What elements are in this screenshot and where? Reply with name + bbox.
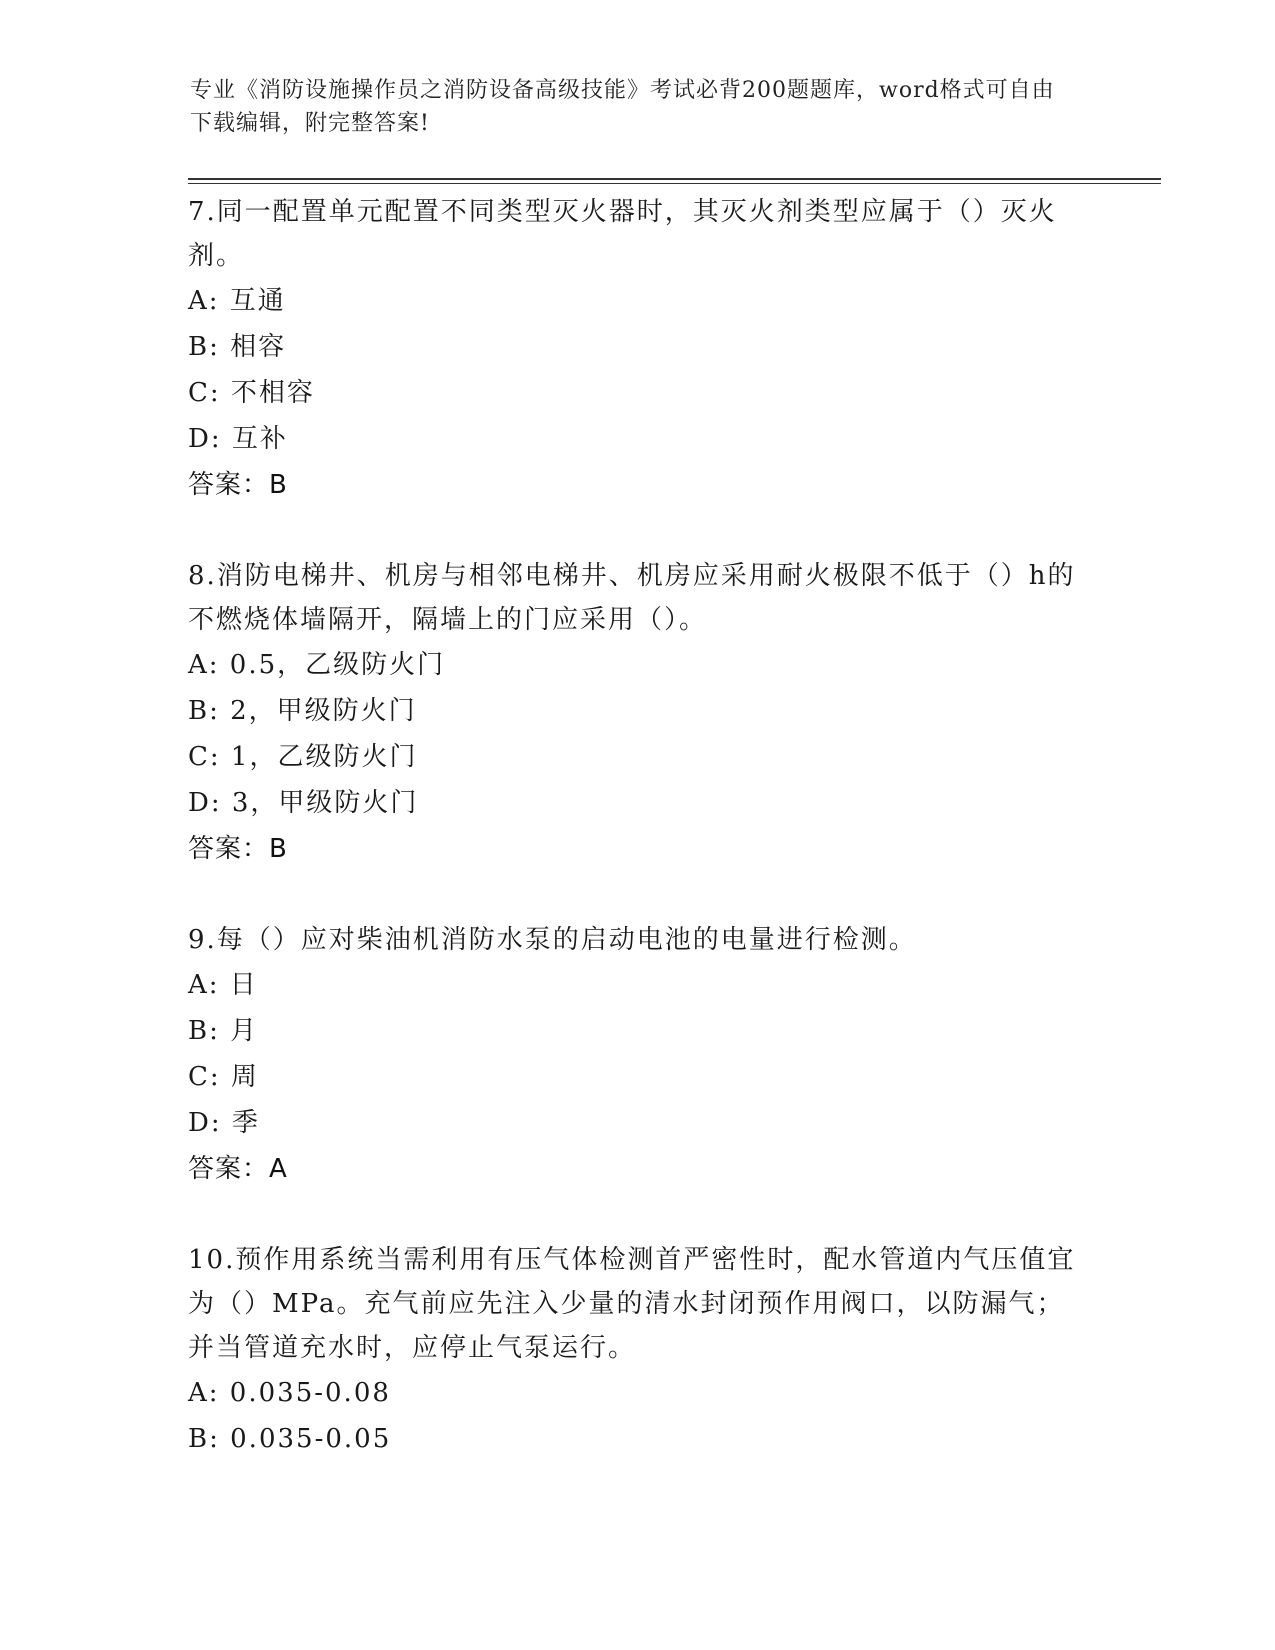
question-stem: 8.消防电梯井、机房与相邻电梯井、机房应采用耐火极限不低于（）h的不燃烧体墙隔开，隔墙上的门应采用（）。: [188, 561, 1076, 635]
answer-line: 答案：B: [188, 834, 288, 864]
option-b: B: 2，甲级防火门: [188, 696, 417, 726]
option-b: B: 相容: [188, 332, 287, 362]
option-c: C: 周: [188, 1062, 259, 1092]
option-a: A: 日: [188, 970, 258, 1000]
option-c: C: 不相容: [188, 378, 315, 408]
header-divider-thick: [188, 178, 1161, 180]
option-c: C: 1，乙级防火门: [188, 742, 418, 772]
question-stem: 9.每（）应对柴油机消防水泵的启动电池的电量进行检测。: [188, 925, 917, 955]
option-a: A: 0.035-0.08: [188, 1378, 391, 1408]
question-9: [188, 918, 1088, 1192]
question-8: [188, 554, 1088, 872]
answer-line: 答案：B: [188, 470, 288, 500]
question-stem: 10.预作用系统当需利用有压气体检测首严密性时，配水管道内气压值宜为（）MPa。充气前应先注入少量的清水封闭预作用阀口，以防漏气；并当管道充水时，应停止气泵运行。: [188, 1245, 1076, 1363]
question-7: [188, 190, 1088, 508]
header-divider-thin: [188, 183, 1161, 184]
option-d: D: 互补: [188, 424, 288, 454]
option-d: D: 3，甲级防火门: [188, 788, 419, 818]
option-b: B: 0.035-0.05: [188, 1424, 392, 1454]
answer-line: 答案：A: [188, 1154, 288, 1184]
option-a: A: 互通: [188, 286, 286, 316]
question-10: [188, 1238, 1088, 1462]
question-list: [188, 190, 1088, 1508]
option-a: A: 0.5，乙级防火门: [188, 650, 446, 680]
question-stem: 7.同一配置单元配置不同类型灭火器时，其灭火剂类型应属于（）灭火剂。: [188, 197, 1057, 271]
document-header-intro: 专业《消防设施操作员之消防设备高级技能》考试必背200题题库，word格式可自由下载编辑，附完整答案!: [190, 78, 1055, 136]
option-d: D: 季: [188, 1108, 260, 1138]
option-b: B: 月: [188, 1016, 259, 1046]
